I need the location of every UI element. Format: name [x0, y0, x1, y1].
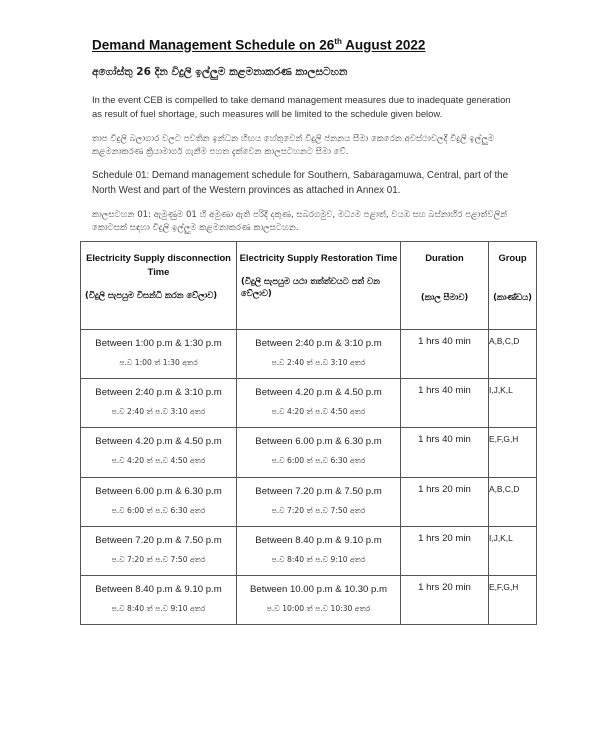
disconnection-cell: Between 4.20 p.m & 4.50 p.m ප.ව 4:20 ත් ප.ව 4:50 අතර [81, 428, 237, 477]
table-header-row [81, 242, 537, 330]
duration-cell: 1 hrs 20 min [401, 477, 489, 526]
group-cell: A,B,C,D [489, 477, 537, 526]
table-row [81, 526, 537, 575]
header-disconnection: Electricity Supply disconnection Time (විදුලි සැපයුම විසන්ධි කරන වේලාව) [81, 242, 237, 330]
intro-english: In the event CEB is compelled to take demand management measures due to inadequate generation as result of fuel shortage, such measures will be limited to the schedule given below. [92, 94, 511, 119]
group-cell: E,F,G,H [489, 428, 537, 477]
restoration-cell: Between 10.00 p.m & 10.30 p.m ප.ව 10:00 ත් ප.ව 10:30 අතර [237, 575, 401, 624]
group-cell: I,J,K,L [489, 379, 537, 428]
disconnection-cell: Between 2:40 p.m & 3:10 p.m ප.ව 2:40 ත් ප.ව 3:10 අතර [81, 379, 237, 428]
schedule-sinhala: කාලසටහන 01: ඇමුණුම 01 හි අමුණා ඇති පරිදි දකුණ, සබරගමුව, මධ්‍යම පළාත්, වයඹ සහ බස්නාහිර පළාත්වලින් කොටසක් සඳහා විදුලි ඉල්ලුම කළමනාකරණ කාලසටහන. [92, 210, 508, 233]
schedule-english: Schedule 01: Demand management schedule for Southern, Sabaragamuwa, Central, part of the North West and part of the Western provinces as attached in Annex 01. [92, 170, 509, 196]
group-cell: I,J,K,L [489, 526, 537, 575]
table-row [81, 379, 537, 428]
header-duration: Duration (කාල සීමාව) [401, 242, 489, 330]
restoration-cell: Between 2:40 p.m & 3:10 p.m ප.ව 2:40 ත් ප.ව 3:10 අතර [237, 330, 401, 379]
table-row [81, 477, 537, 526]
header-group: Group (කාණ්ඩය) [489, 242, 537, 330]
table-row [81, 428, 537, 477]
duration-cell: 1 hrs 20 min [401, 526, 489, 575]
restoration-cell: Between 8.40 p.m & 9.10 p.m ප.ව 8:40 ත් ප.ව 9:10 අතර [237, 526, 401, 575]
table-row [81, 575, 537, 624]
disconnection-cell: Between 1:00 p.m & 1:30 p.m ප.ව 1:00 ත් 1:30 අතර [81, 330, 237, 379]
intro-sinhala: තාප විදුලි බලාගාර වලට පවතින ඉන්ධන හිඟය හේතුවෙන් විදුලි ජනනය සීමා කෙරෙන අවස්ථාවලදී විදුලි ඉල්ලුම කළමනාකරණ ක්‍රියාමාර්ග ගැනීම පහත දැක්වෙන කාලසටහනට සීමා වේ. [92, 134, 495, 157]
disconnection-cell: Between 7.20 p.m & 7.50 p.m ප.ව 7:20 ත් ප.ව 7:50 අතර [81, 526, 237, 575]
schedule-table [80, 241, 537, 625]
disconnection-cell: Between 6.00 p.m & 6.30 p.m ප.ව 6:00 ත් ප.ව 6:30 අතර [81, 477, 237, 526]
header-restoration: Electricity Supply Restoration Time (විදුලි සැපයුම යථා තත්ත්වයට පත් වන වේලාව) [237, 242, 401, 330]
duration-cell: 1 hrs 40 min [401, 330, 489, 379]
disconnection-cell: Between 8.40 p.m & 9.10 p.m ප.ව 8:40 ත් ප.ව 9:10 අතර [81, 575, 237, 624]
table-row [81, 330, 537, 379]
restoration-cell: Between 6.00 p.m & 6.30 p.m ප.ව 6:00 ත් ප.ව 6:30 අතර [237, 428, 401, 477]
duration-cell: 1 hrs 40 min [401, 379, 489, 428]
sinhala-title: අගෝස්තු 26 දින විදුලි ඉල්ලුම කළමනාකරණ කාලසටහන [92, 66, 348, 78]
group-cell: A,B,C,D [489, 330, 537, 379]
page-title: Demand Management Schedule on 26th August 2022 [92, 37, 426, 53]
group-cell: E,F,G,H [489, 575, 537, 624]
restoration-cell: Between 4.20 p.m & 4.50 p.m ප.ව 4:20 ත් ප.ව 4:50 අතර [237, 379, 401, 428]
duration-cell: 1 hrs 40 min [401, 428, 489, 477]
duration-cell: 1 hrs 20 min [401, 575, 489, 624]
restoration-cell: Between 7.20 p.m & 7.50 p.m ප.ව 7:20 ත් ප.ව 7:50 අතර [237, 477, 401, 526]
